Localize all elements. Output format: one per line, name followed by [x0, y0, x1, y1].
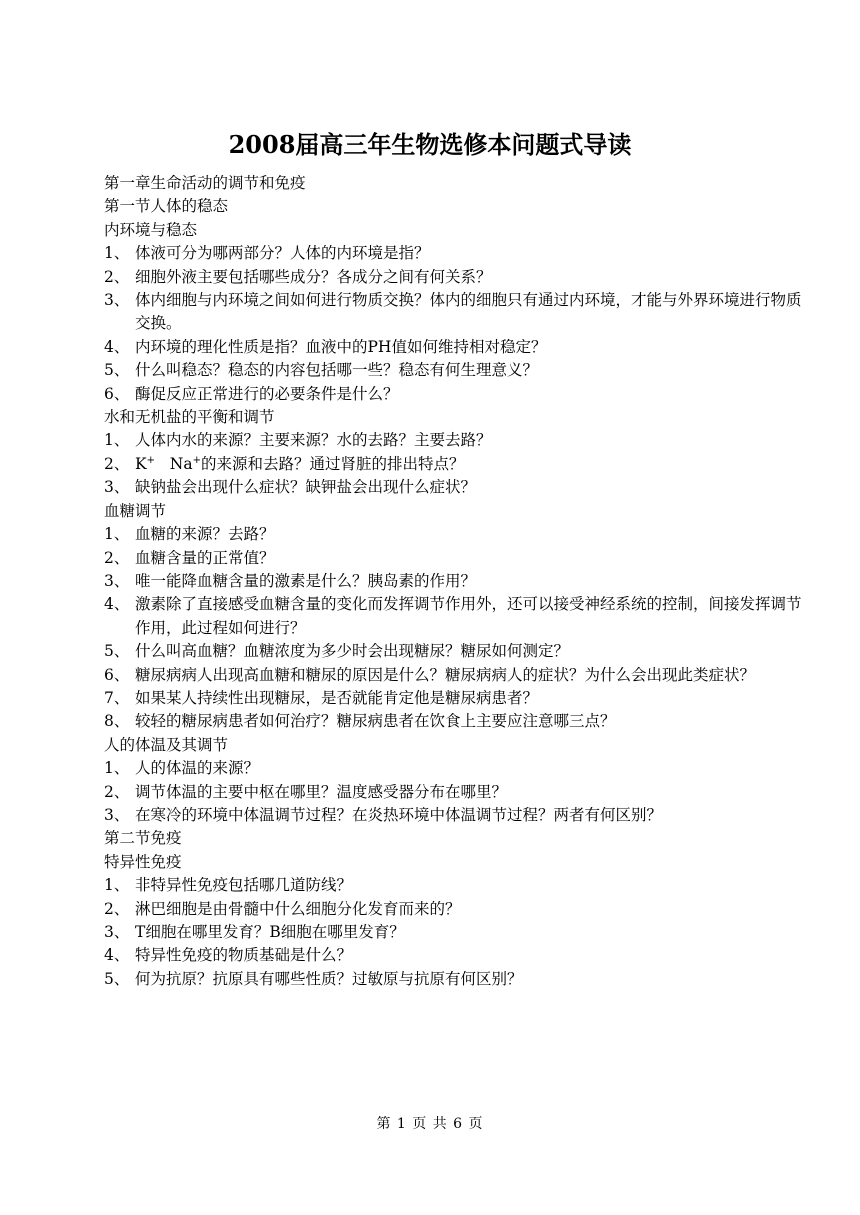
- question-text: 特异性免疫的物质基础是什么？: [135, 946, 353, 965]
- question-number: 3、: [104, 805, 130, 824]
- question-item: [104, 359, 804, 382]
- question-text: 如果某人持续性出现糖尿，是否就能肯定他是糖尿病患者？: [135, 688, 539, 707]
- question-text: 淋巴细胞是由骨髓中什么细胞分化发育而来的？: [135, 899, 461, 918]
- question-item: [104, 523, 804, 546]
- question-text: 激素除了直接感受血糖含量的变化而发挥调节作用外，还可以接受神经系统的控制，间接发挥调节作用，此过程如何进行？: [135, 595, 802, 637]
- question-text: 内环境的理化性质是指？血液中的PH值如何维持相对稳定？: [135, 337, 547, 356]
- question-number: 1、: [104, 431, 130, 450]
- section-heading: 第一节人体的稳态: [104, 197, 229, 216]
- section-heading: 第二节免疫: [104, 829, 182, 848]
- section-heading: 人的体温及其调节: [104, 735, 229, 754]
- ion-na: Na: [169, 454, 193, 473]
- question-number: 7、: [104, 688, 130, 707]
- question-number: 1、: [104, 876, 130, 895]
- question-number: 4、: [104, 946, 130, 965]
- section-heading: 特异性免疫: [104, 852, 182, 871]
- question-number: 3、: [104, 571, 130, 590]
- question-text: 在寒冷的环境中体温调节过程？在炎热环境中体温调节过程？两者有何区别？: [135, 805, 663, 824]
- question-text: 人的体温的来源？: [135, 759, 260, 778]
- question-number: 6、: [104, 665, 130, 684]
- question-item: [104, 640, 804, 663]
- question-text: 缺钠盐会出现什么症状？缺钾盐会出现什么症状？: [135, 478, 477, 497]
- question-number: 5、: [104, 361, 130, 380]
- question-text: 非特异性免疫包括哪几道防线？: [135, 876, 353, 895]
- question-item: [104, 687, 804, 710]
- page-footer: 第 1 页 共 6 页: [376, 1116, 484, 1132]
- question-text: [135, 453, 804, 476]
- question-item: [104, 547, 804, 570]
- question-item: [104, 781, 804, 804]
- question-item: [104, 242, 804, 265]
- question-number: 3、: [104, 291, 130, 310]
- question-number: 3、: [104, 478, 130, 497]
- question-number: 1、: [104, 244, 130, 263]
- question-text: 体内细胞与内环境之间如何进行物质交换？体内的细胞只有通过内环境，才能与外界环境进行物质交换。: [135, 291, 802, 333]
- question-item: [104, 266, 804, 289]
- document-body: [104, 172, 804, 991]
- section-heading: 血糖调节: [104, 501, 167, 520]
- question-item: [104, 476, 804, 499]
- question-item: [104, 968, 804, 991]
- question-text: 调节体温的主要中枢在哪里？温度感受器分布在哪里？: [135, 782, 508, 801]
- question-item: [104, 944, 804, 967]
- question-text: 何为抗原？抗原具有哪些性质？过敏原与抗原有何区别？: [135, 969, 523, 988]
- ion-charge: +: [192, 454, 201, 466]
- question-text: T细胞在哪里发育？B细胞在哪里发育？: [135, 923, 405, 941]
- question-number: 4、: [104, 595, 130, 614]
- question-item: [104, 710, 804, 733]
- question-text: 血糖含量的正常值？: [135, 548, 275, 567]
- question-item: [104, 429, 804, 452]
- question-text: 血糖的来源？去路？: [135, 525, 275, 544]
- question-item: [104, 898, 804, 921]
- question-item: [104, 757, 804, 780]
- question-text: 体液可分为哪两部分？人体的内环境是指？: [135, 244, 430, 263]
- question-text: 人体内水的来源？主要来源？水的去路？主要去路？: [135, 431, 492, 450]
- section-heading: 水和无机盐的平衡和调节: [104, 408, 275, 427]
- document-title: 2008届高三年生物选修本问题式导读: [228, 130, 632, 159]
- question-number: 3、: [104, 923, 130, 941]
- question-text: 唯一能降血糖含量的激素是什么？胰岛素的作用？: [135, 571, 477, 590]
- question-item: [104, 336, 804, 359]
- question-number: 8、: [104, 712, 130, 731]
- question-number: 6、: [104, 384, 130, 403]
- section-heading: 内环境与稳态: [104, 220, 198, 239]
- question-text: 酶促反应正常进行的必要条件是什么？: [135, 384, 399, 403]
- question-number: 5、: [104, 969, 130, 988]
- ion-k: K: [135, 454, 147, 473]
- question-number: 2、: [104, 454, 130, 473]
- question-number: 5、: [104, 642, 130, 661]
- question-number: 1、: [104, 525, 130, 544]
- question-number: 2、: [104, 548, 130, 567]
- question-number: 4、: [104, 337, 130, 356]
- question-number: 2、: [104, 267, 130, 286]
- ion-charge: +: [146, 454, 155, 466]
- question-item: [104, 289, 804, 336]
- question-item: [104, 804, 804, 827]
- question-text: 什么叫高血糖？血糖浓度为多少时会出现糖尿？糖尿如何测定？: [135, 642, 570, 661]
- question-rest: 的来源和去路？通过肾脏的排出特点？: [200, 454, 465, 473]
- question-item: [104, 593, 804, 640]
- question-item: [104, 383, 804, 406]
- question-item: [104, 570, 804, 593]
- question-text: 细胞外液主要包括哪些成分？各成分之间有何关系？: [135, 267, 492, 286]
- question-text: 较轻的糖尿病患者如何治疗？糖尿病患者在饮食上主要应注意哪三点？: [135, 712, 616, 731]
- question-item: [104, 453, 804, 476]
- question-item: [104, 921, 804, 944]
- question-item: [104, 664, 804, 687]
- question-number: 1、: [104, 759, 130, 778]
- question-text: 什么叫稳态？稳态的内容包括哪一些？稳态有何生理意义？: [135, 361, 539, 380]
- question-number: 2、: [104, 782, 130, 801]
- question-number: 2、: [104, 899, 130, 918]
- section-heading: 第一章生命活动的调节和免疫: [104, 174, 306, 192]
- question-item: [104, 874, 804, 897]
- question-text: 糖尿病病人出现高血糖和糖尿的原因是什么？糖尿病病人的症状？为什么会出现此类症状？: [135, 665, 756, 684]
